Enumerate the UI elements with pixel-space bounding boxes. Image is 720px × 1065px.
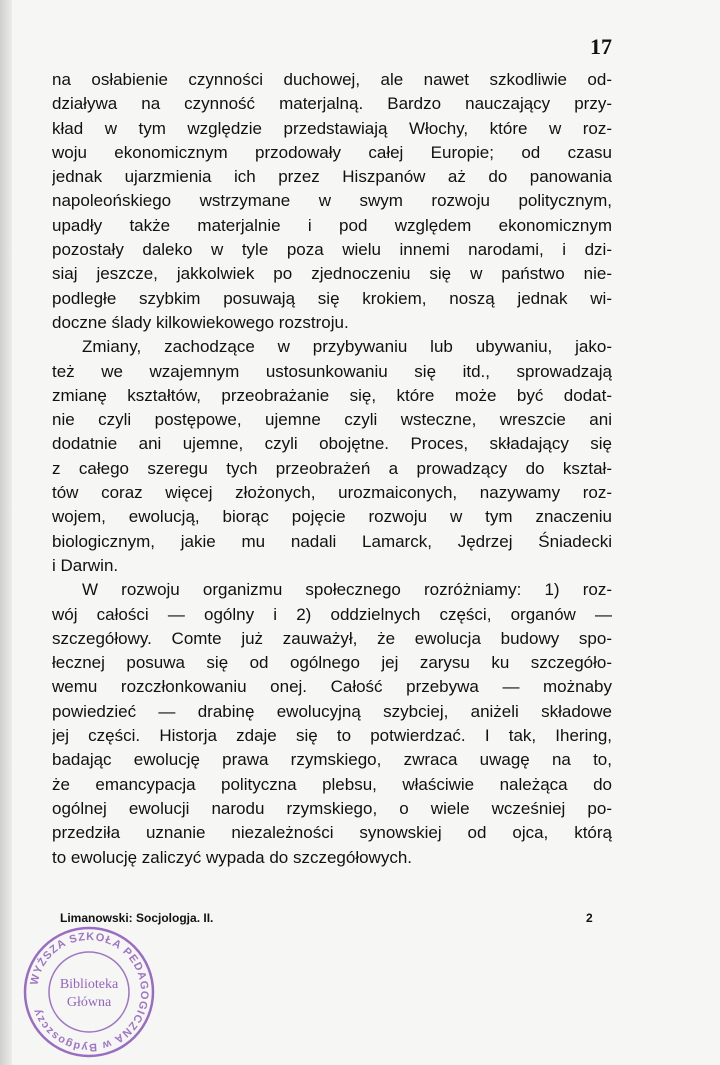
footer-signature: Limanowski: Socjologja. II. — [60, 911, 214, 925]
text-line: Zmiany, zachodzące w przybywaniu lub ubywaniu, jako- — [82, 337, 612, 357]
text-line: też we wzajemnym ustosunkowaniu się itd., sprowadzają — [52, 361, 612, 381]
text-line: działywa na czynność materjalną. Bardzo nauczający przy- — [52, 94, 612, 114]
text-line: zmianę kształtów, przeobrażanie się, które może być dodat- — [52, 385, 612, 405]
text-line: tów coraz więcej złożonych, urozmaiconych, nazywamy roz- — [52, 483, 612, 503]
page-number: 17 — [590, 34, 612, 59]
text-line: dodatnie ani ujemne, czyli obojętne. Proces, składający się — [52, 434, 612, 454]
text-line: woju ekonomicznym przodowały całej Europie; od czasu — [52, 142, 612, 162]
text-line: powiedzieć — drabinę ewolucyjną szybciej, aniżeli składowe — [52, 701, 612, 721]
text-line: jednak ujarzmienia ich przez Hiszpanów aż do panowania — [52, 167, 612, 187]
footer-sheet-mark: 2 — [586, 911, 593, 925]
text-line: szczegółowy. Comte już zauważył, że ewolucja budowy spo- — [52, 628, 612, 648]
text-line: upadły także materjalnie i pod względem ekonomicznym — [52, 215, 612, 235]
text-line: wemu rozczłonkowaniu onej. Całość przebywa — możnaby — [52, 677, 612, 697]
text-line: że emancypacja polityczna plebsu, właściwie należąca do — [52, 774, 612, 794]
text-line: i Darwin. — [52, 555, 119, 575]
stamp-center-line2: Główna — [66, 995, 112, 1010]
body-text — [52, 68, 612, 870]
text-line: łecznej posuwa się od ogólnego jej zarysu ku szczegóło- — [52, 653, 612, 673]
library-stamp — [14, 922, 164, 1062]
text-line: na osłabienie czynności duchowej, ale nawet szkodliwie od- — [52, 70, 612, 89]
text-line: biologicznym, jakie mu nadali Lamarck, Jędrzej Śniadecki — [52, 531, 612, 551]
text-line: pozostały daleko w tyle poza wielu innemi narodami, i dzi- — [52, 240, 612, 260]
stamp-ring-text: WYŻSZA SZKOŁA PEDAGOGICZNA w Bydgoszczy — [28, 930, 151, 1054]
text-line: to ewolucję zaliczyć wypada do szczegółowych. — [52, 847, 413, 867]
text-line: siaj jeszcze, jakkolwiek po zjednoczeniu się w państwo nie- — [52, 264, 612, 284]
text-line: doczne ślady kilkowiekowego rozstroju. — [52, 312, 349, 332]
text-line: podległe szybkim posuwają się krokiem, noszą jednak wi- — [52, 288, 612, 308]
text-line: W rozwoju organizmu społecznego rozróżniamy: 1) roz- — [82, 580, 612, 600]
stamp-outer-ring — [25, 928, 153, 1056]
text-line: z całego szeregu tych przeobrażeń a prowadzący do kształ- — [52, 458, 612, 478]
text-line: ogólnej ewolucji narodu rzymskiego, o wiele wcześniej po- — [52, 798, 612, 818]
text-line: jej części. Historja zdaje się to potwierdzać. I tak, Ihering, — [52, 726, 612, 746]
stamp-inner-ring — [49, 952, 129, 1032]
page-edge-shadow — [0, 0, 12, 1065]
stamp-center-line1: Biblioteka — [59, 977, 119, 992]
text-line: kład w tym względzie przedstawiają Włochy, które w roz- — [52, 118, 612, 138]
text-line: przedziła uznanie niezależności synowskiej od ojca, którą — [52, 823, 612, 843]
text-line: wój całości — ogólny i 2) oddzielnych części, organów — — [52, 604, 612, 624]
text-line: nie czyli postępowe, ujemne czyli wsteczne, wreszcie ani — [52, 410, 612, 430]
text-line: badając ewolucję prawa rzymskiego, zwraca uwagę na to, — [52, 750, 612, 770]
text-line: napoleońskiego wstrzymane w swym rozwoju politycznym, — [52, 191, 612, 211]
text-line: wojem, ewolucją, biorąc pojęcie rozwoju w tym znaczeniu — [52, 507, 612, 527]
